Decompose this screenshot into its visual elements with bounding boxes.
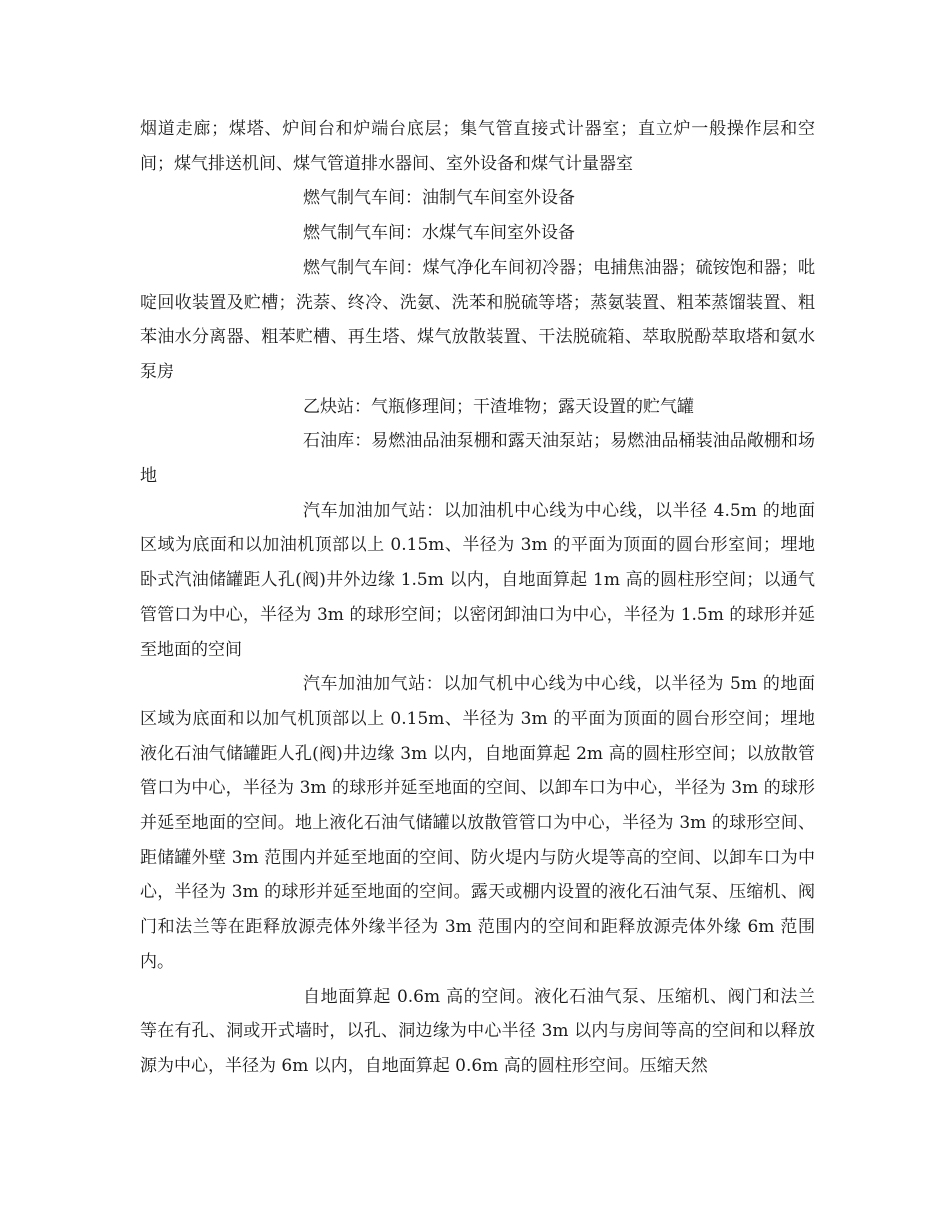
- paragraph-oil-gas-workshop: 燃气制气车间：油制气车间室外设备: [303, 188, 575, 209]
- paragraph-gas-purification: 燃气制气车间：煤气净化车间初冷器；电捕焦油器；硫铵饱和器；吡啶回收装置及贮槽；洗萘、终冷、洗氨、洗苯和脱硫等塔；蒸氨装置、粗苯蒸馏装置、粗苯油水分离器、粗苯贮槽、再生塔、煤气放散装置、干法脱硫箱、萃取脱酚萃取塔和氨水泵房: [140, 257, 815, 382]
- paragraph-fuel-station-gas: 汽车加油加气站：以加气机中心线为中心线，以半径为 5m 的地面区域为底面和以加气机顶部以上 0.15m、半径为 3m 的平面为顶面的圆台形空间；埋地液化石油气储罐距人孔(阀)井边缘 3m 以内，自地面算起 2m 高的圆柱形空间；以放散管管口为中心，半径为 3m 的球形并延至地面的空间、以卸车口为中心，半径为 3m 的球形并延至地面的空间。地上液化石油气储罐以放散管管口为中心，半径为 3m 的球形空间、距储罐外壁 3m 范围内并延至地面的空间、防火堤内与防火堤等高的空间、以卸车口为中心，半径为 3m 的球形并延至地面的空间。露天或棚内设置的液化石油气泵、压缩机、阀门和法兰等在距释放源壳体外缘半径为 3m 范围内的空间和距释放源壳体外缘 6m 范围内。: [140, 674, 815, 972]
- paragraph-ground-space: 自地面算起 0.6m 高的空间。液化石油气泵、压缩机、阀门和法兰等在有孔、洞或开式墙时，以孔、洞边缘为中心半径 3m 以内与房间等高的空间和以释放源为中心，半径为 6m 以内，自地面算起 0.6m 高的圆柱形空间。压缩天然: [140, 986, 815, 1076]
- document-body: [140, 112, 815, 1084]
- paragraph-acetylene-station: 乙炔站：气瓶修理间；干渣堆物；露天设置的贮气罐: [303, 396, 694, 417]
- paragraph-oil-depot: 石油库：易燃油品油泵棚和露天油泵站；易燃油品桶装油品敞棚和场地: [140, 431, 815, 487]
- paragraph-fuel-station-refueling: 汽车加油加气站：以加油机中心线为中心线，以半径 4.5m 的地面区域为底面和以加油机顶部以上 0.15m、半径为 3m 的平面为顶面的圆台形室间；埋地卧式汽油储罐距人孔(阀)井外边缘 1.5m 以内，自地面算起 1m 高的圆柱形空间；以通气管管口为中心，半径为 3m 的球形空间；以密闭卸油口为中心，半径为 1.5m 的球形并延至地面的空间: [140, 500, 815, 660]
- paragraph-flue-corridor: 烟道走廊；煤塔、炉间台和炉端台底层；集气管直接式计器室；直立炉一般操作层和空间；煤气排送机间、煤气管道排水器间、室外设备和煤气计量器室: [140, 119, 815, 174]
- paragraph-water-gas-workshop: 燃气制气车间：水煤气车间室外设备: [303, 223, 575, 244]
